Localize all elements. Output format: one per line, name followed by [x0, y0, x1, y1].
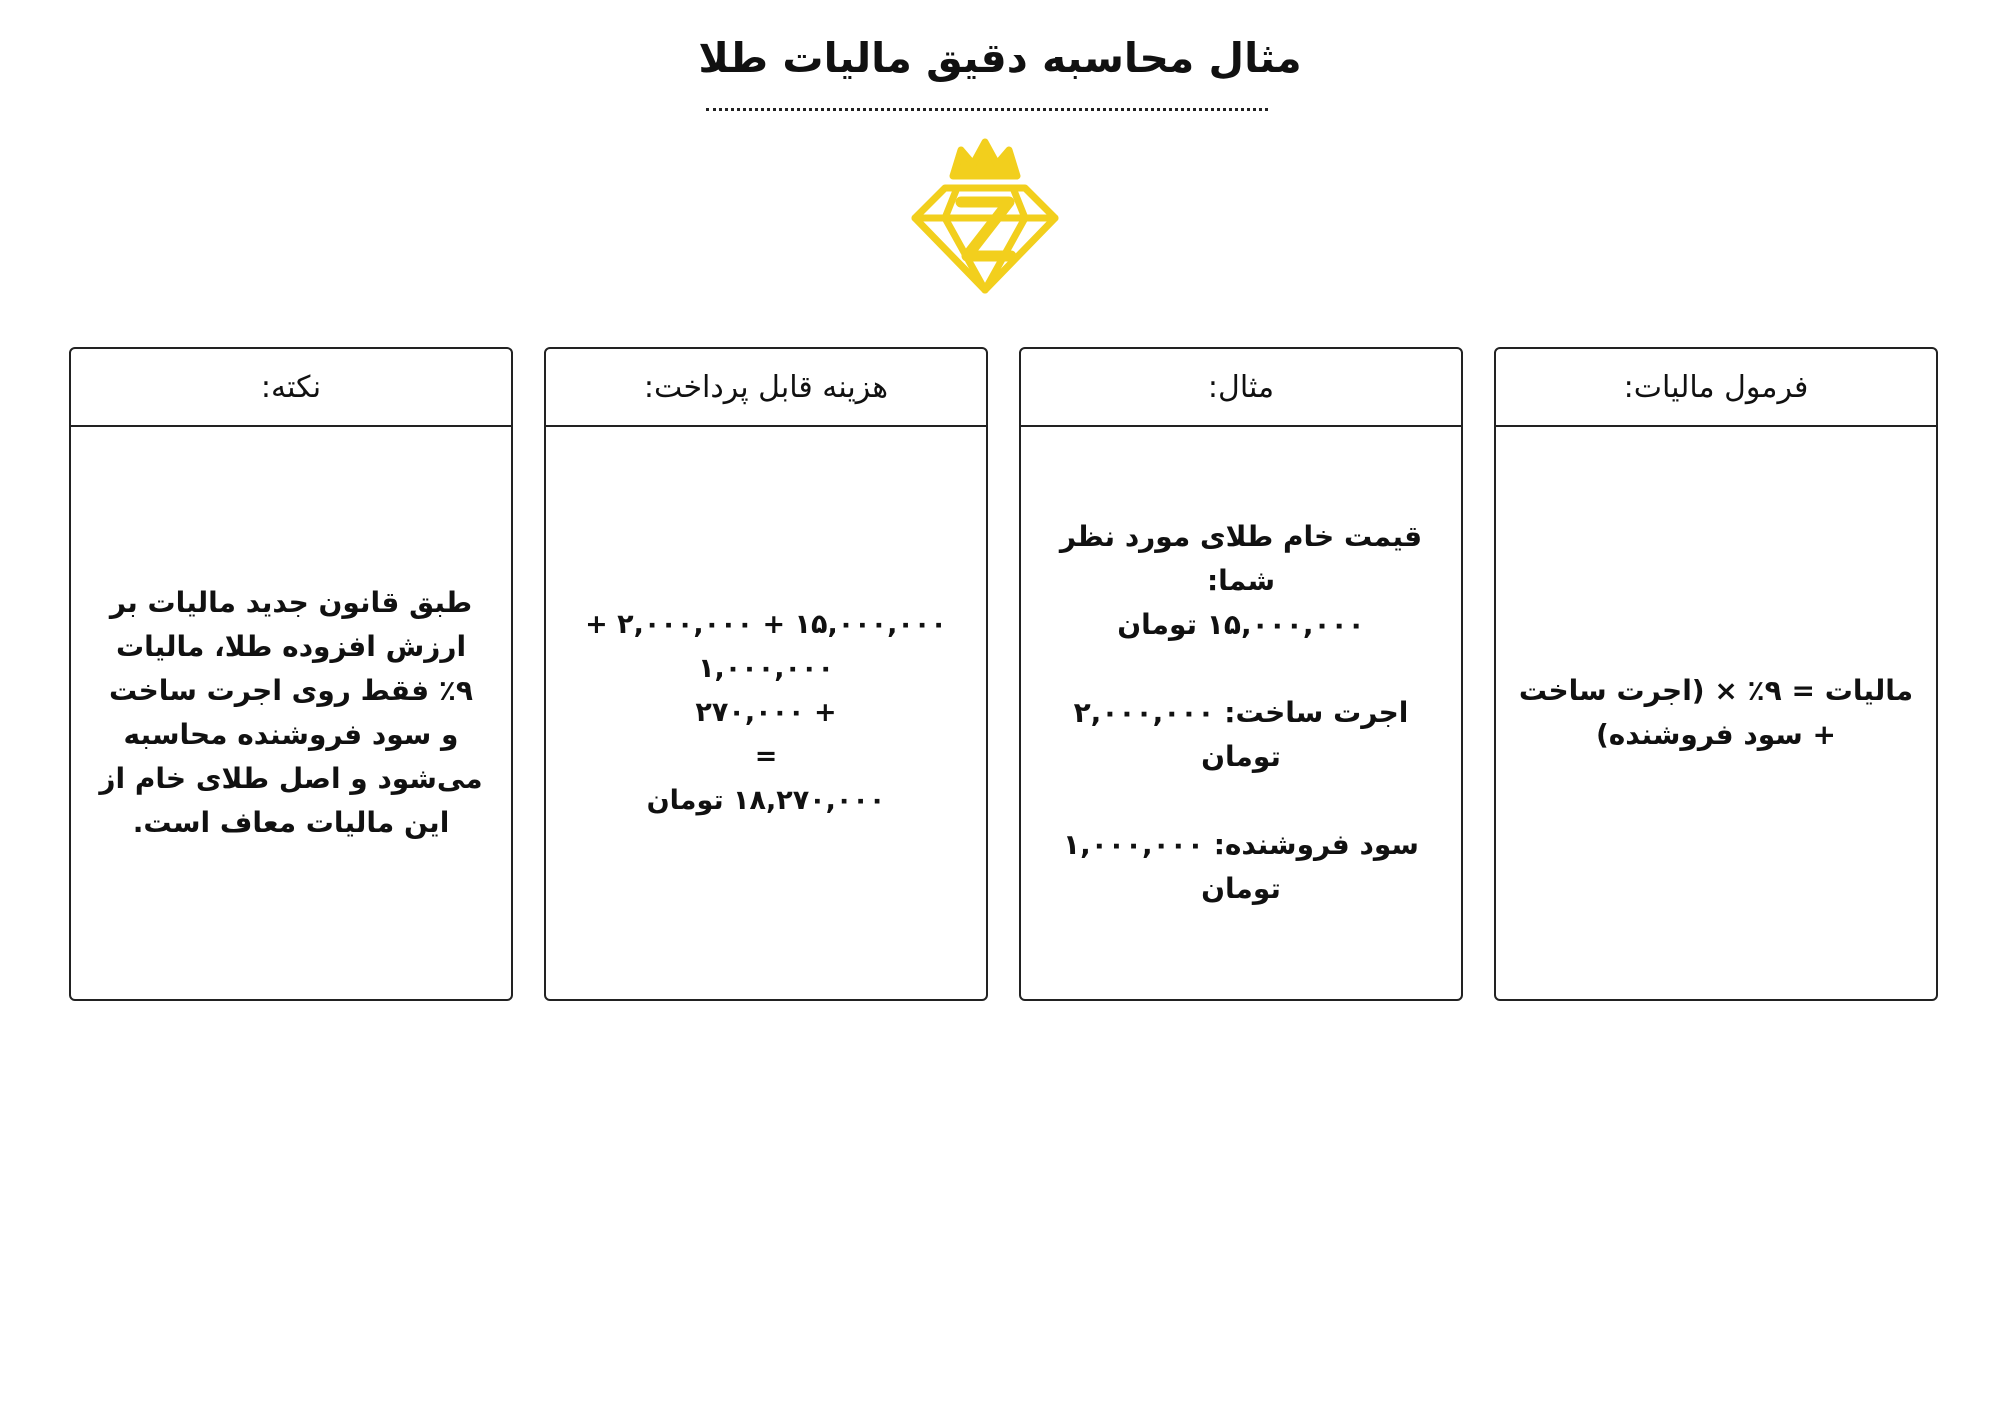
- note-heading: نکته:: [71, 349, 511, 427]
- payable-sum-line: ۱۵,۰۰۰,۰۰۰ + ۲,۰۰۰,۰۰۰ + ۱,۰۰۰,۰۰۰: [585, 609, 947, 684]
- title-dotted-divider: [706, 108, 1268, 111]
- making-fee-line: اجرت ساخت: ۲,۰۰۰,۰۰۰ تومان: [1073, 696, 1409, 773]
- example-heading: مثال:: [1021, 349, 1461, 427]
- note-text: طبق قانون جدید مالیات بر ارزش افزوده طلا، مالیات ۹٪ فقط روی اجرت ساخت و سود فروشنده محاسبه می‌شود و اصل طلای خام از این مالیات معاف است.: [99, 586, 483, 839]
- tax-formula-heading: فرمول مالیات:: [1496, 349, 1936, 427]
- example-card: [1019, 347, 1463, 1001]
- payable-total-value: ۱۸,۲۷۰,۰۰۰ تومان: [646, 785, 886, 816]
- raw-gold-price-label: قیمت خام طلای مورد نظر شما:: [1059, 520, 1423, 597]
- page-title: مثال محاسبه دقیق مالیات طلا: [698, 34, 1302, 82]
- payable-equals-sign: =: [754, 741, 778, 772]
- seller-profit-line: سود فروشنده: ۱,۰۰۰,۰۰۰ تومان: [1063, 828, 1419, 905]
- tax-formula-text: مالیات = ۹٪ × (اجرت ساخت + سود فروشنده): [1518, 674, 1914, 751]
- payable-amount-heading: هزینه قابل پرداخت:: [546, 349, 986, 427]
- payable-amount-card: [544, 347, 988, 1001]
- payable-tax-line: + ۲۷۰,۰۰۰: [695, 697, 837, 728]
- tax-formula-card: [1494, 347, 1938, 1001]
- raw-gold-price-value: ۱۵,۰۰۰,۰۰۰ تومان: [1117, 608, 1365, 641]
- note-card: [69, 347, 513, 1001]
- crown-diamond-z-logo-icon: [905, 138, 1065, 298]
